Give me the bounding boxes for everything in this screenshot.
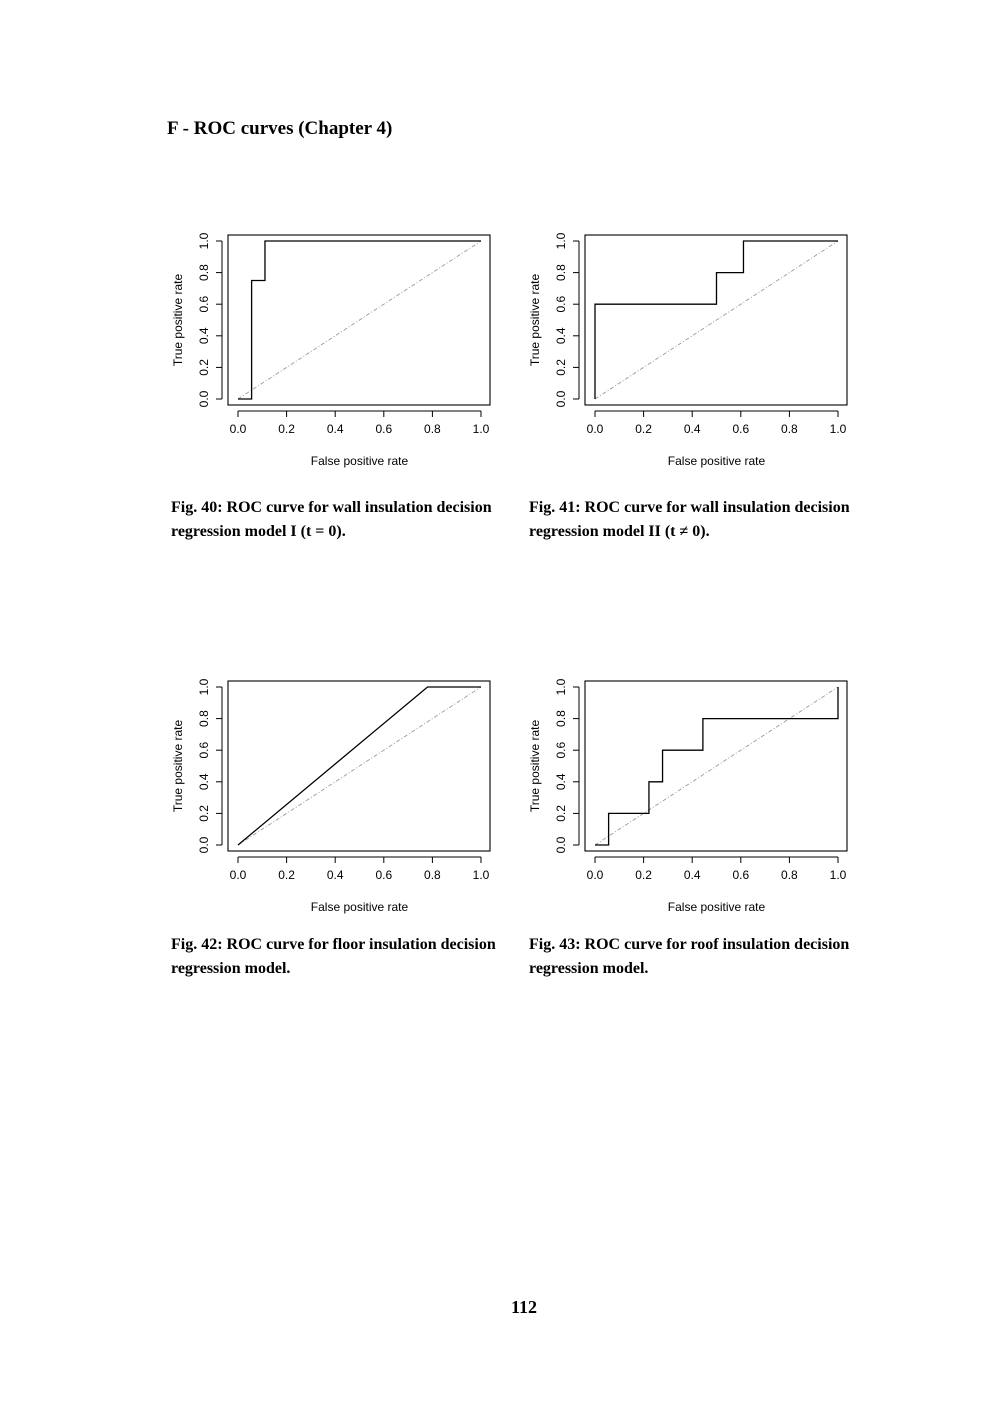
y-tick-label: 0.0 [197, 390, 211, 408]
x-tick-label: 0.2 [278, 868, 295, 882]
y-tick-label: 0.0 [554, 836, 568, 854]
figure-caption-fig-43: Fig. 43: ROC curve for roof insulation decision regression model. [529, 936, 850, 977]
x-tick-label: 0.8 [424, 422, 441, 436]
x-tick-label: 0.4 [683, 868, 701, 882]
y-tick-label: 0.6 [554, 741, 568, 759]
x-tick-label: 0.6 [732, 422, 750, 436]
page-number: 112 [510, 1297, 537, 1317]
diagonal-reference-line [595, 241, 838, 399]
y-tick-label: 0.0 [554, 390, 568, 408]
x-tick-label: 0.6 [375, 422, 393, 436]
x-axis-title: False positive rate [667, 454, 766, 468]
y-tick-label: 0.2 [197, 359, 211, 376]
y-tick-label: 0.6 [197, 741, 211, 759]
y-tick-label: 0.6 [554, 295, 568, 313]
x-tick-label: 0.0 [229, 868, 247, 882]
roc-chart-fig-42 [165, 671, 505, 921]
x-axis-title: False positive rate [310, 454, 409, 468]
figure-caption-fig-42: Fig. 42: ROC curve for floor insulation decision regression model. [171, 936, 496, 977]
x-tick-label: 0.2 [635, 868, 652, 882]
y-tick-label: 0.4 [197, 773, 211, 791]
x-tick-label: 0.4 [326, 422, 344, 436]
y-tick-label: 1.0 [197, 232, 211, 250]
y-axis-title: True positive rate [528, 273, 542, 367]
x-tick-label: 0.8 [424, 868, 441, 882]
x-tick-label: 0.4 [683, 422, 701, 436]
roc-chart-fig-43 [522, 671, 862, 921]
roc-chart-fig-40 [165, 225, 505, 475]
y-tick-label: 1.0 [197, 678, 211, 696]
x-tick-label: 1.0 [472, 422, 490, 436]
x-tick-label: 1.0 [829, 422, 847, 436]
x-tick-label: 0.0 [586, 868, 604, 882]
figure-caption-fig-41: Fig. 41: ROC curve for wall insulation decision regression model II (t ≠ 0). [529, 499, 850, 540]
section-title: F - ROC curves (Chapter 4) [167, 118, 393, 139]
x-axis-title: False positive rate [310, 900, 409, 914]
y-tick-label: 1.0 [554, 678, 568, 696]
diagonal-reference-line [238, 687, 481, 845]
x-tick-label: 0.0 [586, 422, 604, 436]
y-tick-label: 0.0 [197, 836, 211, 854]
y-axis-title: True positive rate [528, 719, 542, 813]
x-tick-label: 0.6 [732, 868, 750, 882]
y-tick-label: 0.4 [554, 327, 568, 345]
roc-chart-fig-41 [522, 225, 862, 475]
diagonal-reference-line [238, 241, 481, 399]
y-tick-label: 0.2 [554, 359, 568, 376]
y-axis-title: True positive rate [171, 719, 185, 813]
y-tick-label: 0.4 [197, 327, 211, 345]
y-tick-label: 0.8 [197, 710, 211, 727]
x-tick-label: 0.2 [635, 422, 652, 436]
x-tick-label: 0.4 [326, 868, 344, 882]
x-tick-label: 1.0 [472, 868, 490, 882]
x-tick-label: 1.0 [829, 868, 847, 882]
diagonal-reference-line [595, 687, 838, 845]
y-tick-label: 0.2 [197, 805, 211, 822]
y-tick-label: 0.8 [554, 710, 568, 727]
x-tick-label: 0.8 [781, 868, 798, 882]
y-tick-label: 0.8 [554, 264, 568, 281]
y-axis-title: True positive rate [171, 273, 185, 367]
y-tick-label: 1.0 [554, 232, 568, 250]
y-tick-label: 0.6 [197, 295, 211, 313]
x-axis-title: False positive rate [667, 900, 766, 914]
x-tick-label: 0.0 [229, 422, 247, 436]
x-tick-label: 0.8 [781, 422, 798, 436]
figure-caption-fig-40: Fig. 40: ROC curve for wall insulation decision regression model I (t = 0). [171, 499, 492, 540]
y-tick-label: 0.8 [197, 264, 211, 281]
x-tick-label: 0.2 [278, 422, 295, 436]
y-tick-label: 0.2 [554, 805, 568, 822]
y-tick-label: 0.4 [554, 773, 568, 791]
x-tick-label: 0.6 [375, 868, 393, 882]
